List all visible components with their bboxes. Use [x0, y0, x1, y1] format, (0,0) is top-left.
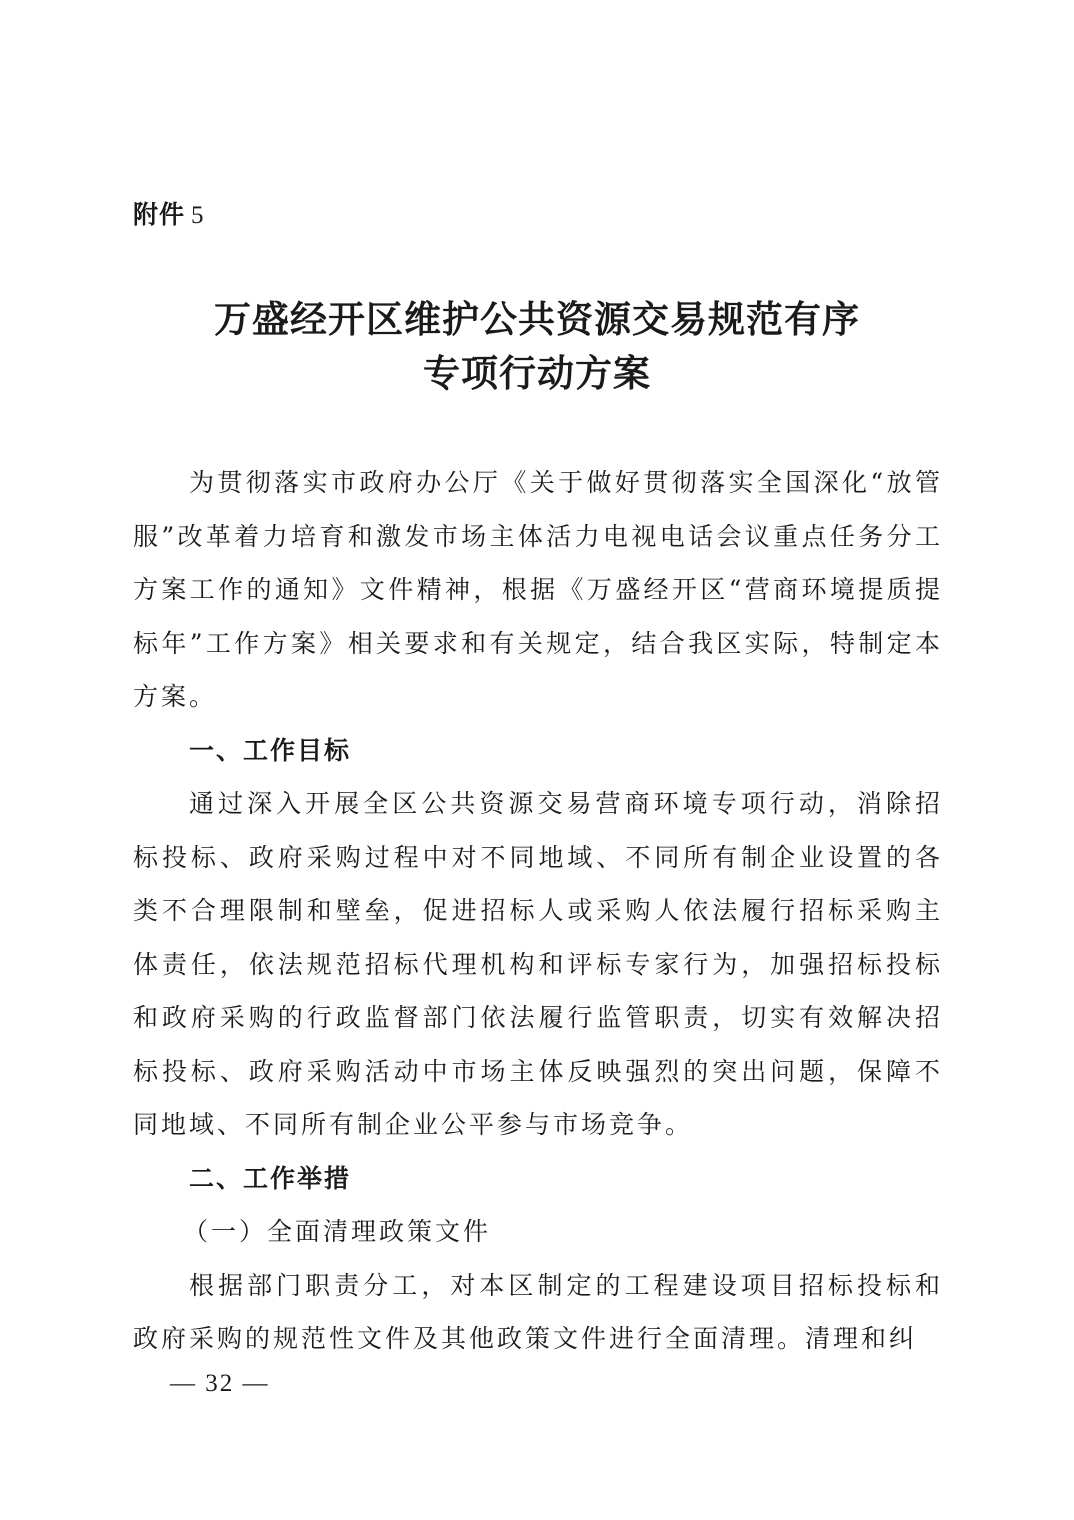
page-number: — 32 —	[170, 1370, 270, 1397]
document-title	[0, 292, 1074, 400]
section-heading-work-goals: 一、工作目标	[189, 735, 352, 765]
intro-paragraph: 为贯彻落实市政府办公厅《关于做好贯彻落实全国深化“放管服”改革着力培育和激发市场主体活力电视电话会议重点任务分工方案工作的通知》文件精神，根据《万盛经开区“营商环境提质提标年”工作方案》相关要求和有关规定，结合我区实际，特制定本方案。	[133, 468, 943, 711]
document-body	[133, 456, 943, 1366]
attachment-label	[133, 195, 205, 231]
document-title-line-1: 万盛经开区维护公共资源交易规范有序	[214, 297, 860, 341]
attachment-number: 5	[191, 202, 205, 229]
work-goals-paragraph: 通过深入开展全区公共资源交易营商环境专项行动，消除招标投标、政府采购过程中对不同地域、不同所有制企业设置的各类不合理限制和壁垒，促进招标人或采购人依法履行招标采购主体责任，依法规范招标代理机构和评标专家行为，加强招标投标和政府采购的行政监督部门依法履行监管职责，切实有效解决招标投标、政府采购活动中市场主体反映强烈的突出问题，保障不同地域、不同所有制企业公平参与市场竞争。	[133, 789, 943, 1139]
document-title-line-2: 专项行动方案	[423, 351, 651, 395]
policy-cleanup-paragraph: 根据部门职责分工，对本区制定的工程建设项目招标投标和政府采购的规范性文件及其他政策文件进行全面清理。清理和纠	[133, 1270, 943, 1353]
subsection-heading-policy-cleanup: （一）全面清理政策文件	[183, 1217, 492, 1246]
attachment-word: 附件	[133, 200, 186, 229]
section-heading-work-measures: 二、工作举措	[189, 1163, 352, 1193]
